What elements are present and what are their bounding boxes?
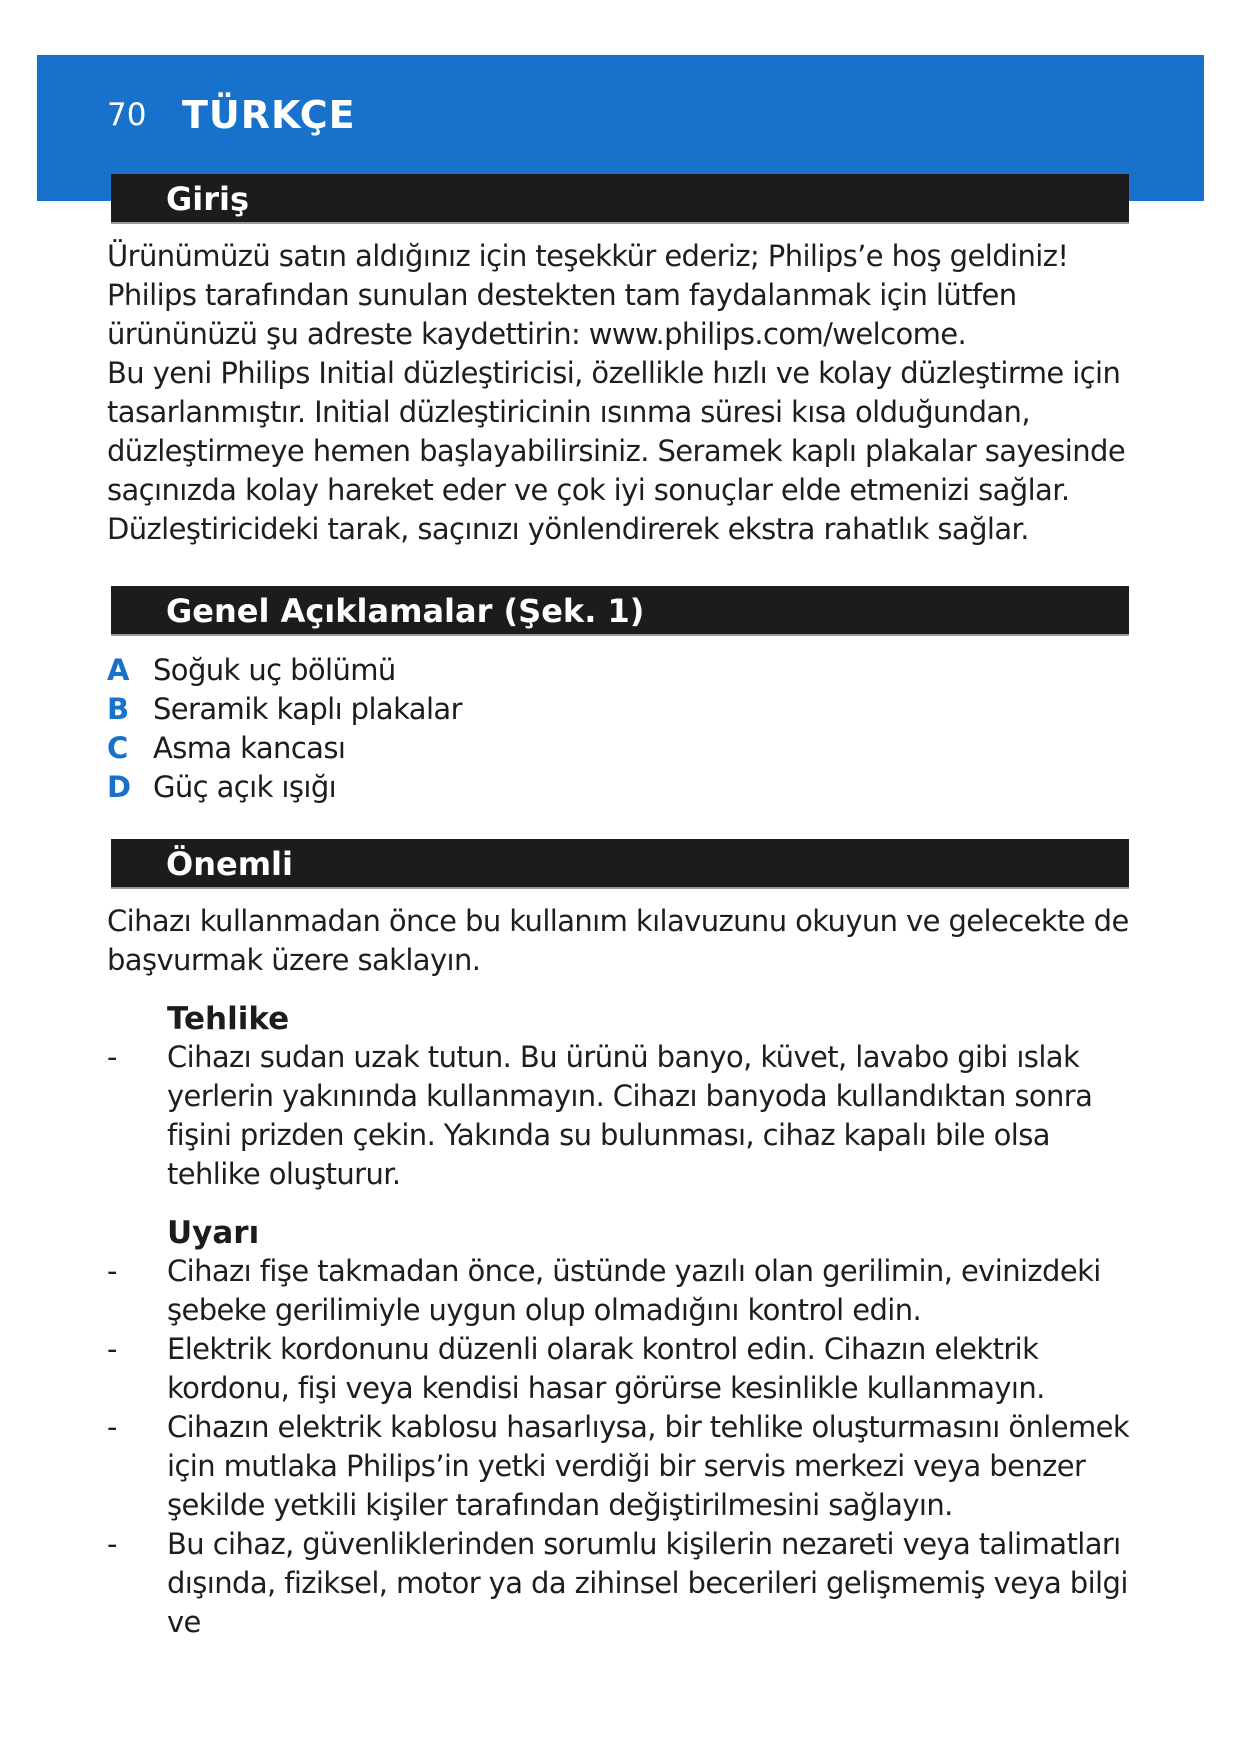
- component-item: [107, 768, 907, 807]
- important-intro: Cihazı kullanmadan önce bu kullanım kılavuzunu okuyun ve gelecekte de başvurmak üzere saklayın.: [107, 904, 1129, 977]
- bullet-dash: -: [107, 1410, 117, 1444]
- intro-text: [107, 237, 1137, 549]
- warning-item-text: Bu cihaz, güvenliklerinden sorumlu kişilerin nezareti veya talimatları dışında, fiziksel, motor ya da zihinsel becerileri gelişmemiş veya bilgi ve: [167, 1527, 1128, 1639]
- section-title-intro: Giriş: [166, 180, 250, 218]
- component-label: Seramik kaplı plakalar: [153, 692, 462, 726]
- component-letter: D: [107, 770, 131, 804]
- component-item: [107, 729, 907, 768]
- component-label: Soğuk uç bölümü: [153, 653, 396, 687]
- component-label: Asma kancası: [153, 731, 346, 765]
- warning-item-text: Cihazı fişe takmadan önce, üstünde yazılı olan gerilimin, evinizdeki şebeke gerilimiyle uygun olup olmadığını kontrol edin.: [167, 1254, 1101, 1327]
- page-number: 70: [107, 97, 147, 133]
- component-letter: C: [107, 731, 128, 765]
- component-letter: A: [107, 653, 129, 687]
- warning-item-text: Elektrik kordonunu düzenli olarak kontrol edin. Cihazın elektrik kordonu, fişi veya kendisi hasar görürse kesinlikle kullanmayın.: [167, 1332, 1045, 1405]
- intro-paragraph: Ürünümüzü satın aldığınız için teşekkür ederiz; Philips’e hoş geldiniz! Philips tarafından sunulan destekten tam faydalanmak için lütfen ürününüzü şu adreste kaydettirin: www.philips.com/welcome.: [107, 239, 1069, 351]
- warning-item: [107, 1525, 1137, 1642]
- danger-heading: Tehlike: [167, 1001, 290, 1037]
- danger-list: [107, 1038, 1137, 1194]
- warning-item: [107, 1252, 1137, 1330]
- component-item: [107, 651, 907, 690]
- component-item: [107, 690, 907, 729]
- bullet-dash: -: [107, 1254, 117, 1288]
- bullet-dash: -: [107, 1040, 117, 1074]
- section-title-important: Önemli: [166, 845, 293, 883]
- section-bar-overview: [111, 586, 1129, 636]
- component-list: [107, 651, 907, 807]
- danger-item-text: Cihazı sudan uzak tutun. Bu ürünü banyo, küvet, lavabo gibi ıslak yerlerin yakınında kullanmayın. Cihazı banyoda kullandıktan sonra fişini prizden çekin. Yakında su bulunması, cihaz kapalı bile olsa tehlike oluşturur.: [167, 1040, 1093, 1191]
- component-label: Güç açık ışığı: [153, 770, 337, 804]
- component-letter: B: [107, 692, 129, 726]
- bullet-dash: -: [107, 1527, 117, 1561]
- section-bar-intro: [111, 174, 1129, 224]
- warning-heading: Uyarı: [167, 1215, 260, 1251]
- language-title: TÜRKÇE: [182, 93, 356, 137]
- warning-list: [107, 1252, 1137, 1642]
- section-title-overview: Genel Açıklamalar (Şek. 1): [166, 592, 645, 630]
- bullet-dash: -: [107, 1332, 117, 1366]
- warning-item: [107, 1330, 1137, 1408]
- warning-item-text: Cihazın elektrik kablosu hasarlıysa, bir tehlike oluşturmasını önlemek için mutlaka Philips’in yetki verdiği bir servis merkezi veya benzer şekilde yetkili kişiler tarafından değiştirilmesini sağlayın.: [167, 1410, 1130, 1522]
- intro-paragraph: Bu yeni Philips Initial düzleştiricisi, özellikle hızlı ve kolay düzleştirme için tasarlanmıştır. Initial düzleştiricinin ısınma süresi kısa olduğundan, düzleştirmeye hemen başlayabilirsiniz. Seramek kaplı plakalar sayesinde saçınızda kolay hareket eder ve çok iyi sonuçlar elde etmenizi sağlar. Düzleştiricideki tarak, saçınızı yönlendirerek ekstra rahatlık sağlar.: [107, 356, 1126, 546]
- warning-item: [107, 1408, 1137, 1525]
- danger-item: [107, 1038, 1137, 1194]
- section-bar-important: [111, 839, 1129, 889]
